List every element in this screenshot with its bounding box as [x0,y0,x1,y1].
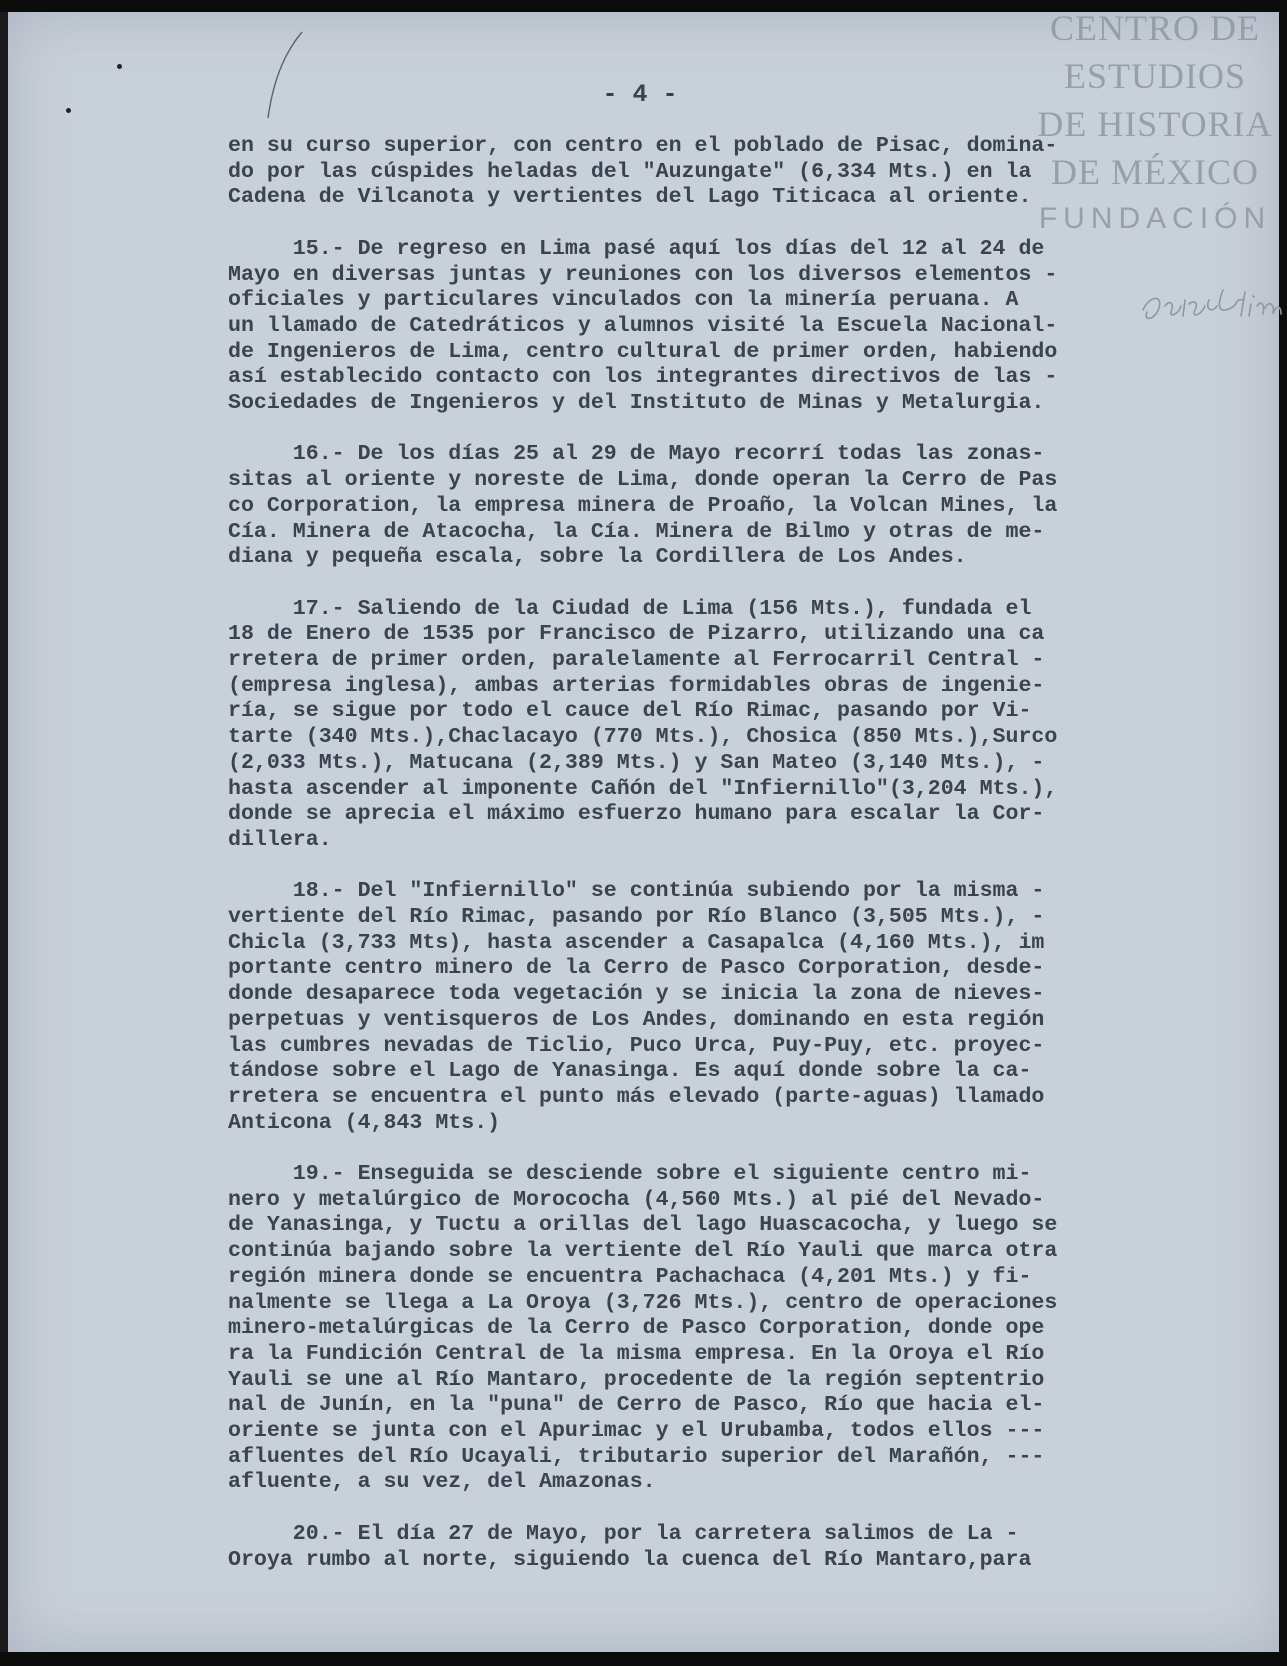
text-line: rretera se encuentra el punto más elevado (parte-aguas) llamado [228,1084,1045,1109]
scan-border-bottom [0,1652,1287,1666]
watermark-line: CENTRO DE [1050,8,1260,48]
text-line: (empresa inglesa), ambas arterias formidables obras de ingenie- [228,673,1045,698]
text-line: oficiales y particulares vinculados con la minería peruana. A [228,288,1019,313]
text-line: 15.- De regreso en Lima pasé aquí los días del 12 al 24 de [228,236,1045,261]
page-number: - 4 - [602,80,678,109]
text-line: Anticona (4,843 Mts.) [228,1110,501,1135]
scan-border-left [0,0,8,1666]
text-line: hasta ascender al imponente Cañón del "Infiernillo"(3,204 Mts.), [228,776,1058,801]
text-line: las cumbres nevadas de Ticlio, Puco Urca, Puy-Puy, etc. proyec- [228,1033,1045,1058]
text-line: afluente, a su vez, del Amazonas. [228,1470,656,1495]
ink-speck [66,108,71,113]
scan-border-right [1279,0,1287,1666]
text-line: de Ingenieros de Lima, centro cultural de primer orden, habiendo [228,339,1058,364]
watermark-line: ESTUDIOS [1063,56,1246,96]
pen-mark [262,30,322,120]
text-line: Sociedades de Ingenieros y del Instituto de Minas y Metalurgia. [228,391,1045,416]
text-line: ra la Fundición Central de la misma empresa. En la Oroya el Río [228,1341,1045,1366]
text-line: 19.- Enseguida se desciende sobre el siguiente centro mi- [228,1162,1032,1187]
text-line: oriente se junta con el Apurimac y el Urubamba, todos ellos --- [228,1419,1045,1444]
text-line: Chicla (3,733 Mts), hasta ascender a Casapalca (4,160 Mts.), im [228,930,1045,955]
text-line: dillera. [228,827,332,852]
text-line: minero-metalúrgicas de la Cerro de Pasco Corporation, donde ope [228,1316,1045,1341]
document-body [228,134,1228,1599]
text-line: tarte (340 Mts.),Chaclacayo (770 Mts.), Chosica (850 Mts.),Surco [228,725,1058,750]
text-line: donde se aprecia el máximo esfuerzo humano para escalar la Cor- [228,802,1045,827]
ink-speck [117,64,122,69]
text-line: portante centro minero de la Cerro de Pasco Corporation, desde- [228,956,1045,981]
paragraph [228,134,1228,211]
paragraph [228,597,1228,854]
text-line: (2,033 Mts.), Matucana (2,389 Mts.) y San Mateo (3,140 Mts.), - [228,750,1045,775]
watermark-line: DE HISTORIA [1037,104,1273,144]
text-line: sitas al oriente y noreste de Lima, donde operan la Cerro de Pas [228,468,1058,493]
text-line: Cía. Minera de Atacocha, la Cía. Minera de Bilmo y otras de me- [228,519,1045,544]
paragraph [228,1162,1228,1496]
text-line: rretera de primer orden, paralelamente al Ferrocarril Central - [228,648,1045,673]
text-line: 17.- Saliendo de la Ciudad de Lima (156 Mts.), fundada el [228,596,1032,621]
text-line: 20.- El día 27 de Mayo, por la carretera salimos de La - [228,1521,1019,1546]
text-line: nero y metalúrgico de Morococha (4,560 Mts.) al pié del Nevado- [228,1187,1045,1212]
text-line: 18.- Del "Infiernillo" se continúa subiendo por la misma - [228,879,1045,904]
watermark-foundation: FUNDACIÓN [1038,202,1272,235]
text-line: donde desaparece toda vegetación y se inicia la zona de nieves- [228,982,1045,1007]
paragraph [228,442,1228,571]
text-line: ría, se sigue por todo el cauce del Río Rimac, pasando por Vi- [228,699,1032,724]
text-line: 18 de Enero de 1535 por Francisco de Pizarro, utilizando una ca [228,622,1045,647]
text-line: diana y pequeña escala, sobre la Cordillera de Los Andes. [228,545,967,570]
text-line: un llamado de Catedráticos y alumnos visité la Escuela Nacional- [228,313,1058,338]
text-line: Cadena de Vilcanota y vertientes del Lago Titicaca al oriente. [228,185,1032,210]
watermark-line: DE MÉXICO [1051,152,1259,192]
text-line: Mayo en diversas juntas y reuniones con los diversos elementos - [228,262,1058,287]
paragraph [228,237,1228,417]
text-line: continúa bajando sobre la vertiente del Río Yauli que marca otra [228,1239,1058,1264]
text-line: afluentes del Río Ucayali, tributario superior del Marañón, --- [228,1444,1045,1469]
text-line: Oroya rumbo al norte, siguiendo la cuenca del Río Mantaro,para [228,1547,1032,1572]
text-line: perpetuas y ventisqueros de Los Andes, dominando en esta región [228,1007,1045,1032]
text-line: nalmente se llega a La Oroya (3,726 Mts.), centro de operaciones [228,1290,1058,1315]
text-line: región minera donde se encuentra Pachachaca (4,201 Mts.) y fi- [228,1264,1032,1289]
text-line: do por las cúspides heladas del "Auzungate" (6,334 Mts.) en la [228,159,1032,184]
text-line: así establecido contacto con los integrantes directivos de las - [228,365,1058,390]
text-line: en su curso superior, con centro en el poblado de Pisac, domina- [228,134,1058,158]
text-line: 16.- De los días 25 al 29 de Mayo recorrí todas las zonas- [228,442,1045,467]
text-line: tándose sobre el Lago de Yanasinga. Es aquí donde sobre la ca- [228,1059,1032,1084]
paragraph [228,879,1228,1136]
text-line: de Yanasinga, y Tuctu a orillas del lago Huascacocha, y luego se [228,1213,1058,1238]
text-line: Yauli se une al Río Mantaro, procedente de la región septentrio [228,1367,1045,1392]
paragraph [228,1522,1228,1573]
text-line: vertiente del Río Rimac, pasando por Río Blanco (3,505 Mts.), - [228,905,1045,930]
text-line: co Corporation, la empresa minera de Proaño, la Volcan Mines, la [228,493,1058,518]
text-line: nal de Junín, en la "puna" de Cerro de Pasco, Río que hacia el- [228,1393,1045,1418]
